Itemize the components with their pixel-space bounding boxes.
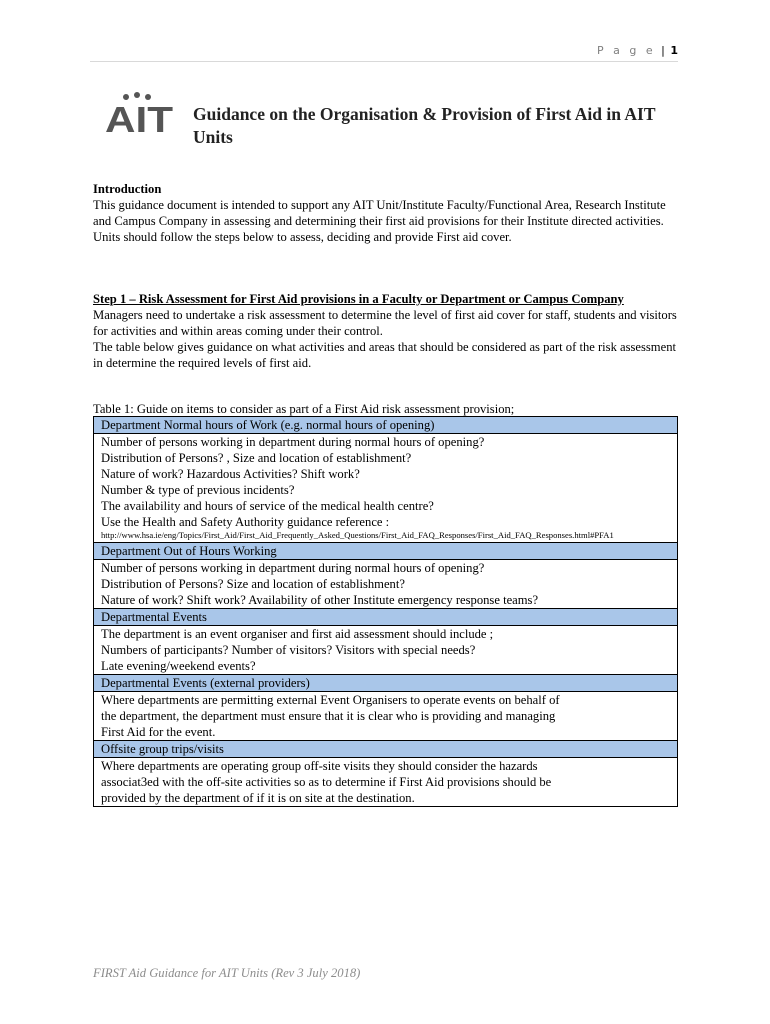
page-footer: FIRST Aid Guidance for AIT Units (Rev 3 July 2018) (93, 966, 361, 980)
logo-wordmark: AIT (105, 99, 173, 136)
table-line: Nature of work? Hazardous Activities? Shift work? (101, 467, 360, 481)
page-header (90, 44, 678, 62)
table-caption: Table 1: Guide on items to consider as part of a First Aid risk assessment provision; (93, 402, 515, 416)
table-section-body (94, 559, 677, 608)
table-line: Number & type of previous incidents? (101, 483, 295, 497)
table-line: Where departments are permitting external Event Organisers to operate events on behalf of (101, 693, 560, 707)
table-line: Distribution of Persons? Size and location of establishment? (101, 577, 405, 591)
introduction-followup: Units should follow the steps below to assess, deciding and provide First aid cover. (93, 230, 512, 244)
ait-logo (104, 92, 176, 136)
table-section-body (94, 691, 677, 740)
table-line: Distribution of Persons? , Size and location of establishment? (101, 451, 412, 465)
document-title: Guidance on the Organisation & Provision of First Aid in AIT Units (193, 104, 656, 147)
table-line: Number of persons working in department during normal hours of opening? (101, 435, 485, 449)
table-line: The availability and hours of service of the medical health centre? (101, 499, 434, 513)
step1-heading: Step 1 – Risk Assessment for First Aid provisions in a Faculty or Department or Campus Company (93, 292, 624, 306)
table-section-header: Departmental Events (94, 608, 677, 625)
table-line: The department is an event organiser and first aid assessment should include ; (101, 627, 494, 641)
introduction-section (93, 181, 683, 245)
table-section-header: Department Out of Hours Working (94, 542, 677, 559)
page-number: 1 (670, 44, 678, 57)
table-line: Numbers of participants? Number of visitors? Visitors with special needs? (101, 643, 476, 657)
table-line: First Aid for the event. (101, 725, 216, 739)
page-separator: | (661, 44, 665, 57)
table-line: associat3ed with the off-site activities so as to determine if First Aid provisions should be (101, 775, 552, 789)
first-aid-guide-table (93, 416, 678, 807)
table-section-header: Offsite group trips/visits (94, 740, 677, 757)
table-section-body (94, 757, 677, 806)
table-line: Number of persons working in department during normal hours of opening? (101, 561, 485, 575)
table-section-header: Department Normal hours of Work (e.g. normal hours of opening) (94, 417, 677, 433)
step1-paragraph-1: Managers need to undertake a risk assessment to determine the level of first aid cover for staff, students and visitors for activities and within areas coming under their control. (93, 308, 677, 338)
table-section-header: Departmental Events (external providers) (94, 674, 677, 691)
table-line: provided by the department of if it is on site at the destination. (101, 791, 415, 805)
introduction-paragraph: This guidance document is intended to support any AIT Unit/Institute Faculty/Functional Area, Research Institute and Campus Company in assessing and determining their first aid provisions for their Institute directed activities. (93, 198, 666, 228)
table-line: the department, the department must ensure that it is clear who is providing and managing (101, 709, 556, 723)
introduction-heading: Introduction (93, 182, 162, 196)
table-section-body (94, 433, 677, 542)
table-line: Late evening/weekend events? (101, 659, 256, 673)
step1-paragraph-2: The table below gives guidance on what activities and areas that should be considered as part of the risk assessment in determine the required levels of first aid. (93, 340, 676, 370)
table-line: Nature of work? Shift work? Availability of other Institute emergency response teams? (101, 593, 539, 607)
table-line: Use the Health and Safety Authority guidance reference : (101, 515, 390, 529)
table-line: Where departments are operating group off-site visits they should consider the hazards (101, 759, 538, 773)
table-section-body (94, 625, 677, 674)
step1-section (93, 291, 683, 371)
hsa-reference-link[interactable]: http://www.hsa.ie/eng/Topics/First_Aid/First_Aid_Frequently_Asked_Questions/First_Aid_FAQ_Responses/First_Aid_FAQ_Responses.html#PFA1 (101, 530, 614, 540)
page-label: P a g e (597, 44, 656, 57)
